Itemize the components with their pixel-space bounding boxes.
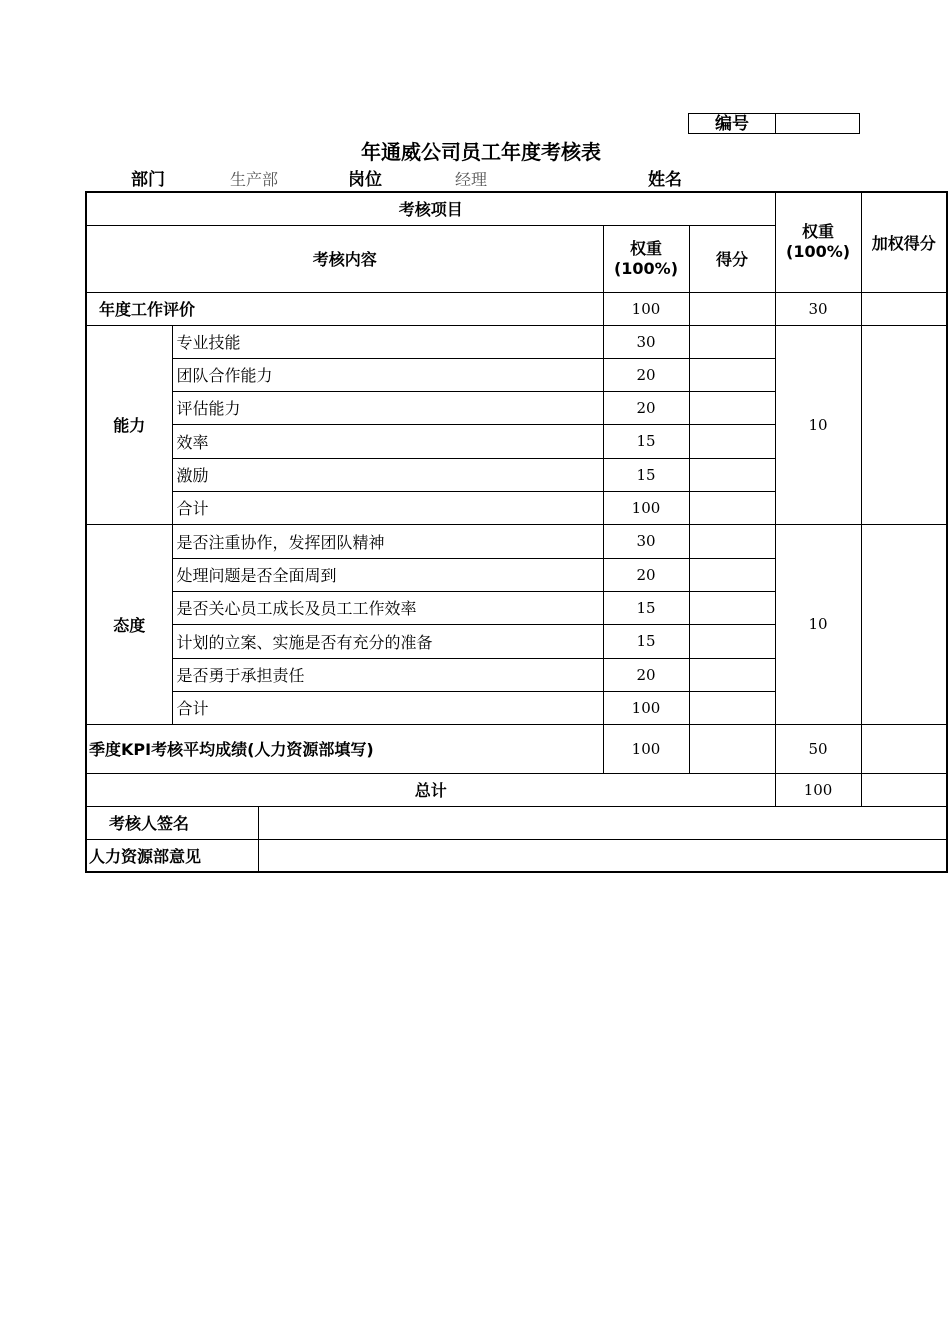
form-number-box xyxy=(688,113,860,134)
ability-item-weight: 100 xyxy=(603,491,689,524)
table-row xyxy=(86,806,947,839)
attitude-item-weight: 30 xyxy=(603,524,689,558)
attitude-item-weight: 20 xyxy=(603,558,689,591)
dept-value[interactable]: 生产部 xyxy=(230,170,279,189)
ability-item-name: 效率 xyxy=(172,424,603,458)
dept-label: 部门 xyxy=(131,170,165,190)
attitude-item-score[interactable] xyxy=(689,591,775,624)
hr-opinion-field[interactable] xyxy=(258,839,947,872)
table-row xyxy=(86,325,947,358)
ability-item-score[interactable] xyxy=(689,491,775,524)
hr-opinion-label: 人力资源部意见 xyxy=(86,839,258,872)
total-label: 总计 xyxy=(86,773,775,806)
ability-item-name: 团队合作能力 xyxy=(172,358,603,391)
ability-weight2: 10 xyxy=(775,325,861,524)
ability-item-weight: 20 xyxy=(603,391,689,424)
ability-weighted[interactable] xyxy=(861,325,947,524)
evaluation-table xyxy=(85,191,948,873)
ability-item-name: 合计 xyxy=(172,491,603,524)
attitude-item-name: 处理问题是否全面周到 xyxy=(172,558,603,591)
kpi-weighted[interactable] xyxy=(861,724,947,773)
score-header: 得分 xyxy=(689,225,775,292)
kpi-label: 季度KPI考核平均成绩(人力资源部填写) xyxy=(86,724,603,773)
attitude-item-score[interactable] xyxy=(689,558,775,591)
annual-weighted[interactable] xyxy=(861,292,947,325)
total-weight2: 100 xyxy=(775,773,861,806)
content-header: 考核内容 xyxy=(86,225,603,292)
weighted-header: 加权得分 xyxy=(861,192,947,292)
attitude-label: 态度 xyxy=(86,524,172,724)
ability-item-weight: 30 xyxy=(603,325,689,358)
table-row xyxy=(86,292,947,325)
attitude-item-name: 合计 xyxy=(172,691,603,724)
attitude-item-name: 计划的立案、实施是否有充分的准备 xyxy=(172,624,603,658)
ability-item-name: 激励 xyxy=(172,458,603,491)
table-row xyxy=(86,773,947,806)
position-label: 岗位 xyxy=(348,170,382,190)
form-number-field[interactable] xyxy=(776,114,859,133)
attitude-item-name: 是否关心员工成长及员工工作效率 xyxy=(172,591,603,624)
attitude-item-score[interactable] xyxy=(689,691,775,724)
ability-item-score[interactable] xyxy=(689,325,775,358)
table-row xyxy=(86,724,947,773)
attitude-weight2: 10 xyxy=(775,524,861,724)
attitude-item-weight: 20 xyxy=(603,658,689,691)
ability-label: 能力 xyxy=(86,325,172,524)
position-value[interactable]: 经理 xyxy=(455,170,488,189)
total-weighted[interactable] xyxy=(861,773,947,806)
ability-item-score[interactable] xyxy=(689,391,775,424)
table-row xyxy=(86,839,947,872)
project-header: 考核项目 xyxy=(86,192,775,225)
kpi-weight2: 50 xyxy=(775,724,861,773)
attitude-weighted[interactable] xyxy=(861,524,947,724)
ability-item-score[interactable] xyxy=(689,424,775,458)
attitude-item-weight: 100 xyxy=(603,691,689,724)
reviewer-label: 考核人签名 xyxy=(86,806,258,839)
attitude-item-name: 是否注重协作，发挥团队精神 xyxy=(172,524,603,558)
ability-item-weight: 15 xyxy=(603,424,689,458)
annual-label: 年度工作评价 xyxy=(86,292,603,325)
reviewer-signature-field[interactable] xyxy=(258,806,947,839)
weight-header: 权重 (100%) xyxy=(603,225,689,292)
annual-weight: 100 xyxy=(603,292,689,325)
annual-weight2: 30 xyxy=(775,292,861,325)
form-number-label: 编号 xyxy=(689,114,776,133)
weight2-header: 权重 (100%) xyxy=(775,192,861,292)
annual-score[interactable] xyxy=(689,292,775,325)
attitude-item-weight: 15 xyxy=(603,624,689,658)
ability-item-name: 专业技能 xyxy=(172,325,603,358)
ability-item-score[interactable] xyxy=(689,358,775,391)
attitude-item-score[interactable] xyxy=(689,524,775,558)
ability-item-score[interactable] xyxy=(689,458,775,491)
table-row xyxy=(86,524,947,558)
ability-item-name: 评估能力 xyxy=(172,391,603,424)
form-title: 年通威公司员工年度考核表 xyxy=(361,140,601,164)
attitude-item-score[interactable] xyxy=(689,658,775,691)
kpi-weight: 100 xyxy=(603,724,689,773)
ability-item-weight: 20 xyxy=(603,358,689,391)
kpi-score[interactable] xyxy=(689,724,775,773)
attitude-item-score[interactable] xyxy=(689,624,775,658)
name-label: 姓名 xyxy=(648,170,682,190)
attitude-item-name: 是否勇于承担责任 xyxy=(172,658,603,691)
ability-item-weight: 15 xyxy=(603,458,689,491)
attitude-item-weight: 15 xyxy=(603,591,689,624)
